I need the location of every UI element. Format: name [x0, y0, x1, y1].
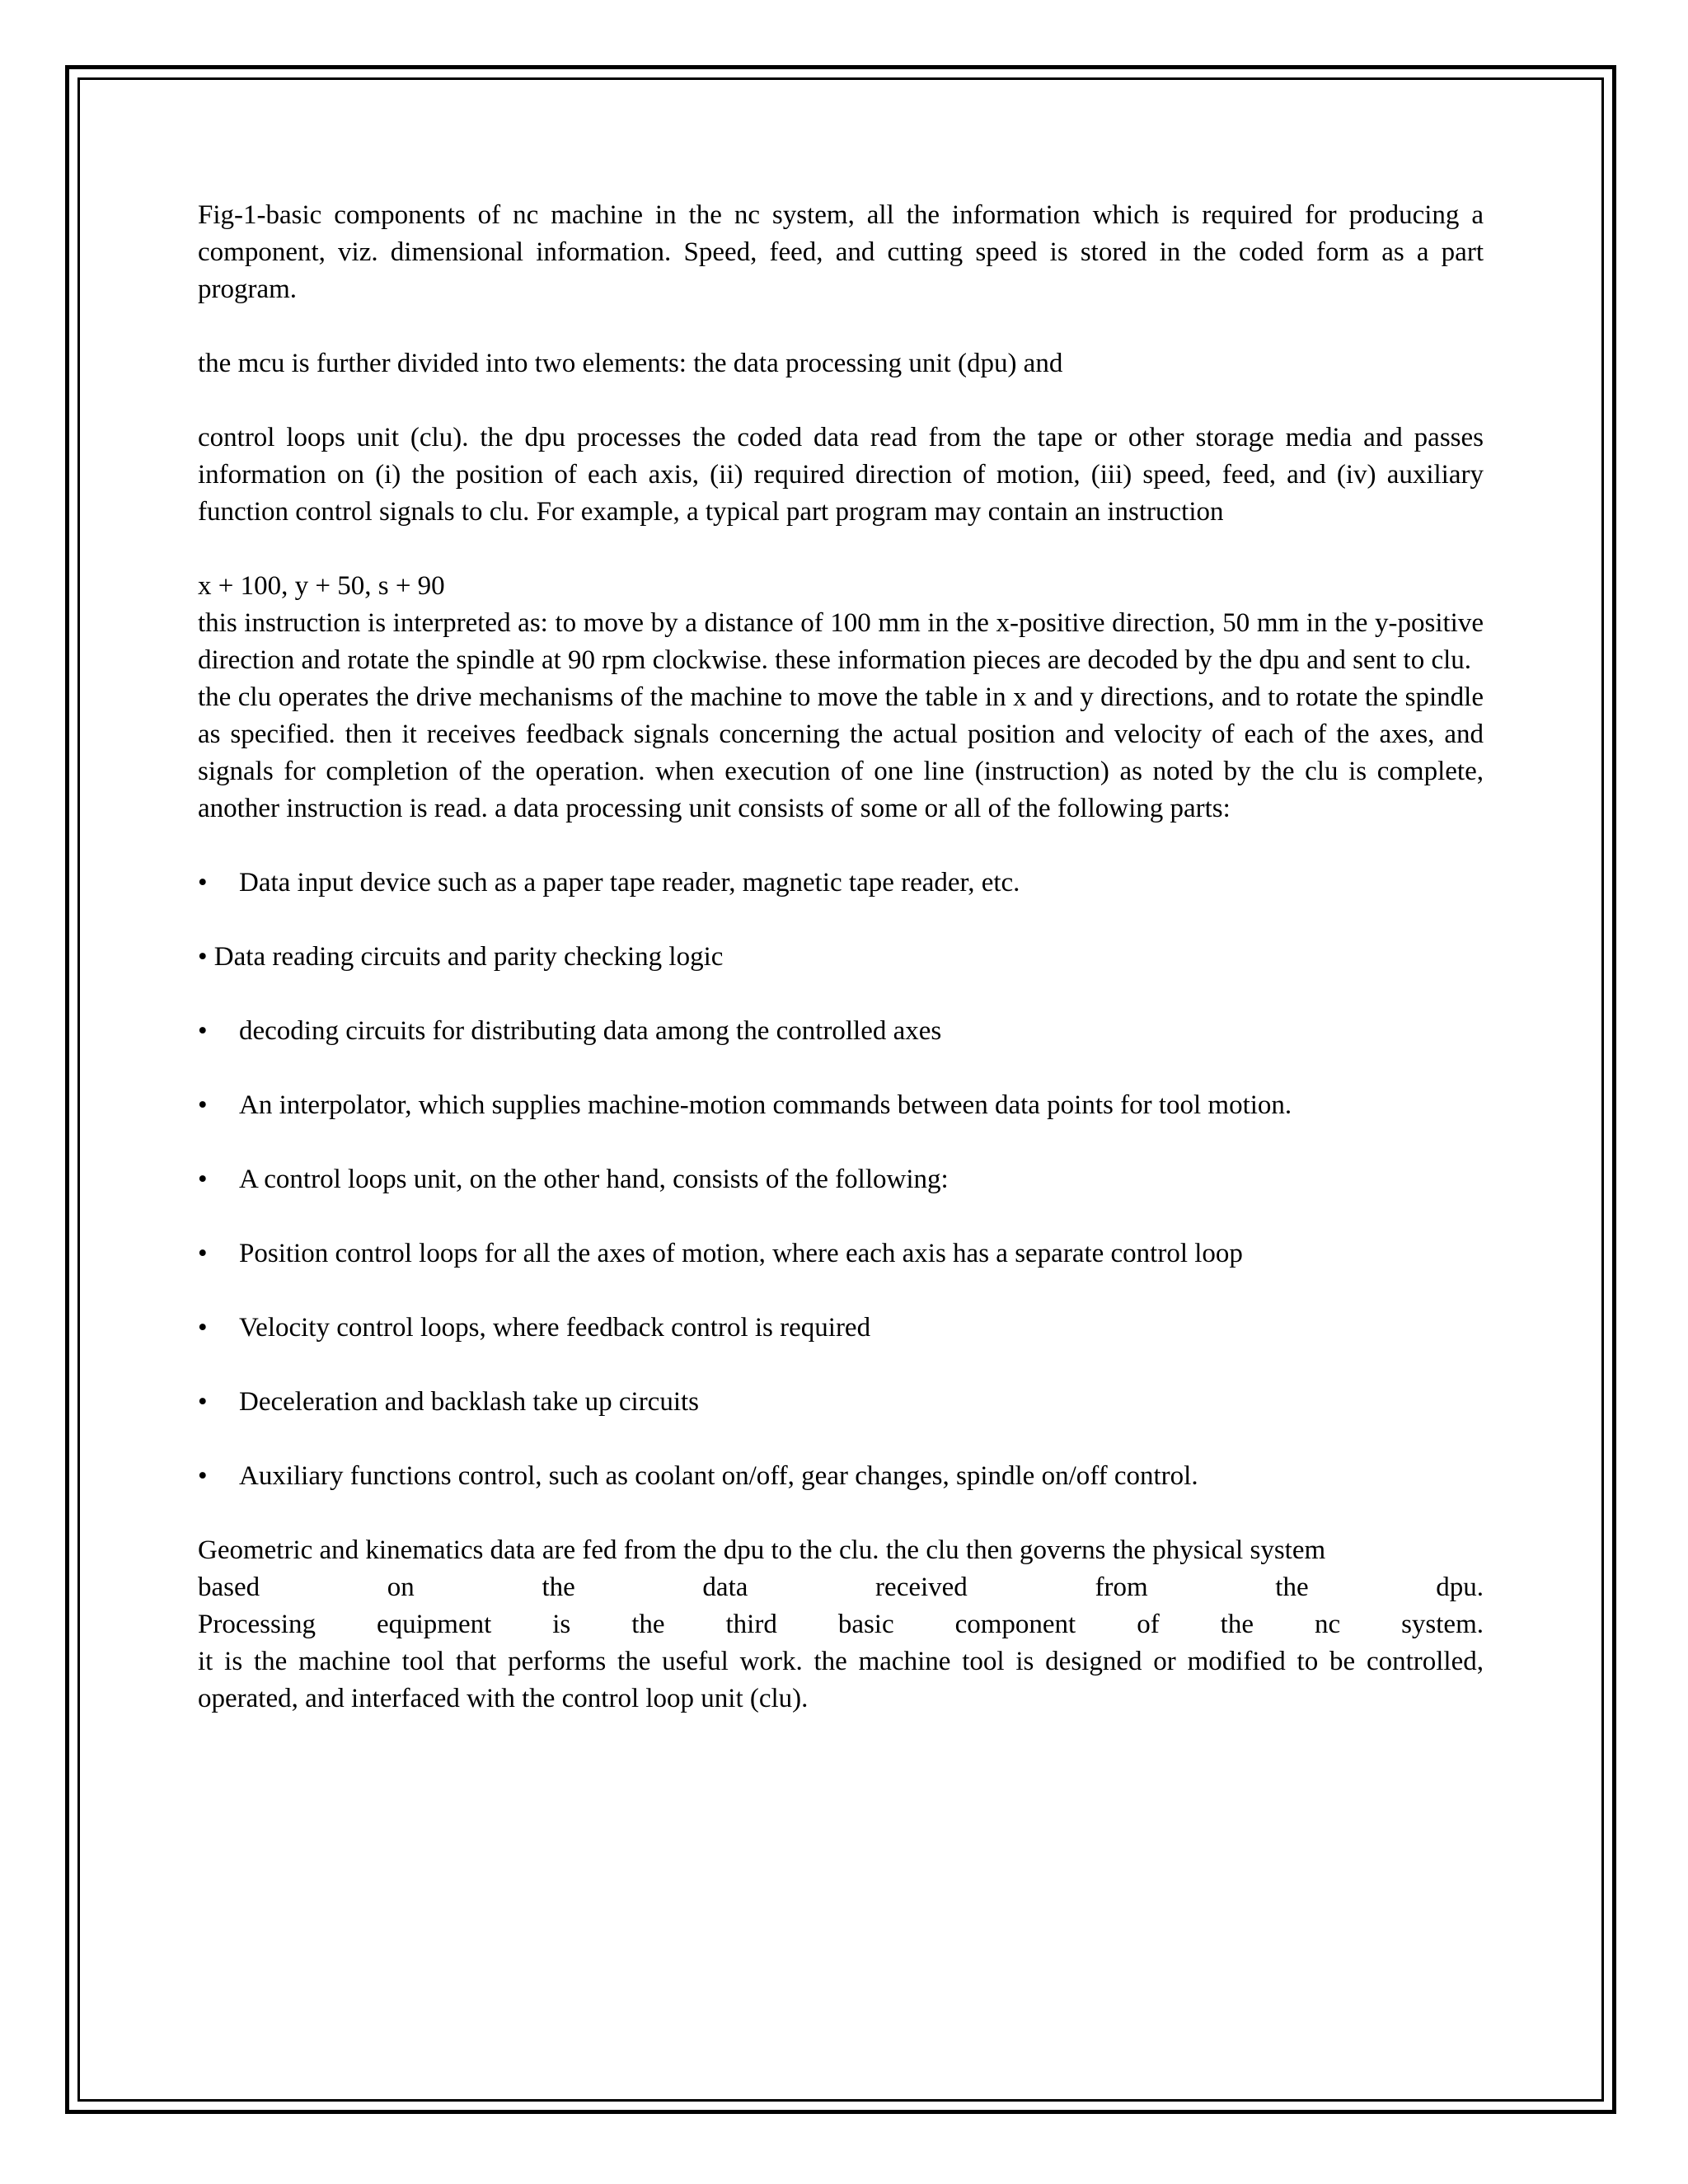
bullet-icon: •	[198, 1387, 208, 1417]
list-item: • Velocity control loops, where feedback control is required	[198, 1310, 1484, 1347]
list-item: • Auxiliary functions control, such as coolant on/off, gear changes, spindle on/off control.	[198, 1458, 1484, 1495]
paragraph-clu-operation: the clu operates the drive mechanisms of the machine to move the table in x and y directions, and to rotate the spindle as specified. then it receives feedback signals concerning the actual position and velocity of each of the axes, and signals for completion of the operation. when execution of one line (instruction) as noted by the clu is complete, another instruction is read. a data processing unit consists of some or all of the following parts:	[198, 682, 1484, 823]
bullet-icon: •	[198, 1090, 208, 1120]
spacer	[198, 1421, 1484, 1458]
paragraph-clu-dpu: control loops unit (clu). the dpu processes the coded data read from the tape or other storage media and passes information on (i) the position of each axis, (ii) required direction of motion, (iii) speed, feed, and (iv) auxiliary function control signals to clu. For example, a typical part program may contain an instruction	[198, 423, 1484, 527]
spacer	[198, 531, 1484, 568]
document-body	[198, 197, 1484, 1718]
paragraph-interpretation: this instruction is interpreted as: to move by a distance of 100 mm in the x-positive direction, 50 mm in the y-positive direction and rotate the spindle at 90 rpm clockwise. these information pieces are decoded by the dpu and sent to clu.	[198, 608, 1484, 675]
list-item: • decoding circuits for distributing data among the controlled axes	[198, 1013, 1484, 1050]
spacer	[198, 976, 1484, 1013]
spacer	[198, 308, 1484, 345]
list-item: • An interpolator, which supplies machine-motion commands between data points for tool motion.	[198, 1087, 1484, 1124]
list-item: • Data reading circuits and parity checking logic	[198, 942, 724, 972]
spacer	[198, 902, 1484, 939]
spacer	[198, 1050, 1484, 1087]
paragraph-geometric-line2: based on the data received from the dpu.	[198, 1572, 1484, 1602]
bullet-icon: •	[198, 1165, 208, 1194]
bullet-icon: •	[198, 1239, 208, 1268]
paragraph-intro: Fig-1-basic components of nc machine in the nc system, all the information which is required for producing a component, viz. dimensional information. Speed, feed, and cutting speed is stored in the coded form as a part program.	[198, 200, 1484, 304]
list-item: • Data input device such as a paper tape reader, magnetic tape reader, etc.	[198, 865, 1484, 902]
spacer	[198, 1124, 1484, 1161]
spacer	[198, 1347, 1484, 1384]
spacer	[198, 382, 1484, 419]
bullet-icon: •	[198, 1016, 208, 1046]
bullet-icon: •	[198, 1313, 208, 1343]
spacer	[198, 827, 1484, 865]
paragraph-machine-tool: it is the machine tool that performs the useful work. the machine tool is designed or modified to be controlled, operated, and interfaced with the control loop unit (clu).	[198, 1647, 1484, 1713]
paragraph-mcu: the mcu is further divided into two elements: the data processing unit (dpu) and	[198, 349, 1063, 378]
list-item: • Deceleration and backlash take up circuits	[198, 1384, 1484, 1421]
list-item: • Position control loops for all the axes of motion, where each axis has a separate control loop	[198, 1235, 1484, 1272]
instruction-example: x + 100, y + 50, s + 90	[198, 571, 445, 601]
paragraph-processing-line: Processing equipment is the third basic component of the nc system.	[198, 1610, 1484, 1639]
paragraph-geometric-line1: Geometric and kinematics data are fed from the dpu to the clu. the clu then governs the physical system	[198, 1535, 1326, 1565]
bullet-icon: •	[198, 868, 208, 898]
spacer	[198, 1495, 1484, 1532]
spacer	[198, 1272, 1484, 1310]
list-item: • A control loops unit, on the other hand, consists of the following:	[198, 1161, 1484, 1198]
bullet-icon: •	[198, 1461, 208, 1491]
spacer	[198, 1198, 1484, 1235]
